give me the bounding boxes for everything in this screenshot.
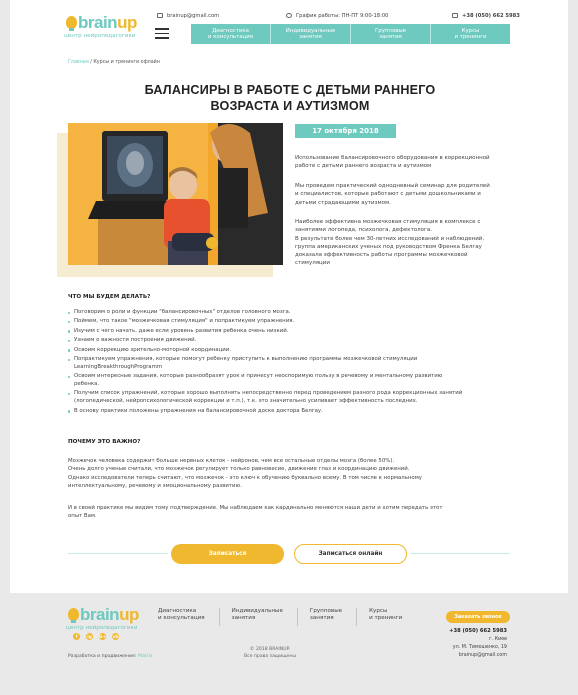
list-item: В основу практики положены упражнения на балансировочной доске доктора Белгау.	[68, 408, 518, 416]
developer-credit: Разработка и продвижение: Matrix	[68, 654, 153, 659]
list-item: Попрактикуем упражнения, которые помогут ребенку приступить к выполнению программы мозжечковой стимуляции LearningBreakthroughProgramm	[68, 356, 518, 372]
intro-paragraph-1: Использование балансировочного оборудования в коррекционной работе с детьми раннего возраста и аутизмом	[295, 155, 490, 170]
article-photo	[68, 123, 283, 265]
google-plus-icon[interactable]: G+	[99, 634, 106, 639]
what-heading: ЧТО МЫ БУДЕМ ДЕЛАТЬ?	[68, 294, 151, 300]
instagram-icon[interactable]: ig	[87, 634, 92, 639]
signup-online-button[interactable]: Записаться онлайн	[294, 544, 407, 564]
header-email[interactable]: brainup@gmail.com	[157, 13, 219, 19]
menu-hamburger-icon[interactable]	[155, 28, 169, 39]
footer-email[interactable]: brainup@gmail.com	[458, 653, 507, 658]
clock-icon	[286, 13, 292, 18]
why-heading: ПОЧЕМУ ЭТО ВАЖНО?	[68, 439, 141, 445]
list-item: Поймем, что такое "мозжечковая стимуляция" и попрактикуем упражнения.	[68, 318, 518, 326]
divider-left	[68, 553, 168, 554]
footer-city: г. Киев	[489, 637, 507, 642]
social-links	[73, 633, 125, 640]
footer-street: ул. М. Тимошенко, 19	[452, 645, 507, 650]
list-item: Получим список упражнений, которые хорошо выполнять непосредственно перед проведением разного рода коррекционных занятий (логопедической, нейропсихологической коррекции и т.п.), т.к. это значительно усиливает эффективность последних.	[68, 390, 518, 406]
intro-paragraph-3: Наиболее эффективна мозжечковая стимуляция в комплексе с занятиями логопеда, психолога, дефектолога. В результате более чем 30-летних исследований и наблюдений, группа американских ученых под руководством Френка Белгау доказала эффективность работы программы мозжечковой стимуляции	[295, 219, 485, 267]
main-nav	[191, 24, 510, 44]
logo-wordmark: brainup	[78, 13, 137, 32]
breadcrumb	[68, 60, 160, 65]
footer-link-courses[interactable]: Курсы и тренинги	[369, 608, 403, 621]
list-item: Освоим коррекцию зрительно-моторной координации.	[68, 347, 518, 355]
activities-list	[68, 309, 518, 417]
footer-link-group[interactable]: Групповые занятия	[310, 608, 357, 626]
viber-icon[interactable]: vb	[112, 634, 119, 639]
request-call-button[interactable]: Заказать звонок	[446, 611, 510, 623]
header-phone[interactable]: +38 (050) 662 5983	[452, 13, 520, 19]
list-item: Изучим с чего начать, даже если уровень развития ребенка очень низкий.	[68, 328, 518, 336]
phone-icon	[452, 13, 458, 18]
breadcrumb-current: / Курсы и тренинги офлайн	[90, 60, 160, 65]
footer-phone[interactable]: +38 (050) 662 5983	[449, 628, 507, 634]
why-paragraph: Мозжечок человека содержит больше нервных клеток - нейронов, чем все остальные отделы мозга (более 50%). Очень долго ученые считали, что мозжечок регулирует только равновесие, движение глаз и координацию движений. Однако исследователи теперь считают, что мозжечок - это ключ к обучению буквально всему. В том числе к нормальному интеллектуальному, речевому и эмоциональному развитию.	[68, 458, 422, 489]
divider-right	[410, 553, 510, 554]
developer-link[interactable]: Matrix	[137, 654, 153, 659]
nav-item-individual[interactable]: Индивидуальные занятия	[270, 24, 350, 44]
footer-link-diagnostics[interactable]: Диагностика и консультация	[158, 608, 220, 626]
photo-illustration	[68, 123, 283, 265]
nav-item-courses[interactable]: Курсы и тренинги	[430, 24, 510, 44]
nav-item-diagnostics[interactable]: Диагностика и консультация	[208, 28, 253, 41]
page-title: БАЛАНСИРЫ В РАБОТЕ С ДЕТЬМИ РАННЕГО ВОЗРАСТА И АУТИЗМОМ	[144, 83, 436, 113]
footer-logo[interactable]	[64, 605, 146, 635]
lightbulb-icon	[68, 608, 79, 621]
signup-button[interactable]: Записаться	[171, 544, 284, 564]
facebook-icon[interactable]: f	[73, 633, 80, 640]
breadcrumb-home-link[interactable]: Главная	[68, 60, 89, 65]
brainup-logo[interactable]	[62, 13, 144, 43]
list-item: Узнаем о важности построения движений.	[68, 337, 518, 345]
copyright: © 2018 BRAINUP. Все права защищены	[243, 647, 297, 659]
logo-subtitle: центр нейропедагогики	[64, 33, 136, 39]
mail-icon	[157, 13, 163, 18]
nav-item-group[interactable]: Групповые занятия	[350, 24, 430, 44]
logo-wordmark: brainup	[80, 605, 139, 624]
closing-paragraph: И в своей практике мы видим тому подтверждение. Мы наблюдаем как кардинально меняются наши дети и хотим передать этот опыт Вам.	[68, 505, 443, 520]
footer-link-individual[interactable]: Индивидуальные занятия	[232, 608, 298, 626]
list-item: Освоим интересные задания, которые разнообразят урок и принесут неоспоримую пользу в речевому и ментальному развитию ребенка.	[68, 373, 518, 389]
logo-subtitle: центр нейропедагогики	[66, 625, 138, 631]
header-hours: График работы: ПН-ПТ 9:00-18:00	[286, 13, 388, 19]
list-item: Поговорим о роли и функции "балансировочных" отделов головного мозга.	[68, 309, 518, 317]
lightbulb-icon	[66, 16, 77, 29]
footer-nav	[158, 608, 428, 626]
intro-paragraph-2: Мы проведем практический однодневный семинар для родителей и специалистов, которые работают с детьми дошкольниками и детьми страдающими аутизмом.	[295, 183, 490, 206]
event-date-badge: 17 октября 2018	[295, 124, 396, 138]
